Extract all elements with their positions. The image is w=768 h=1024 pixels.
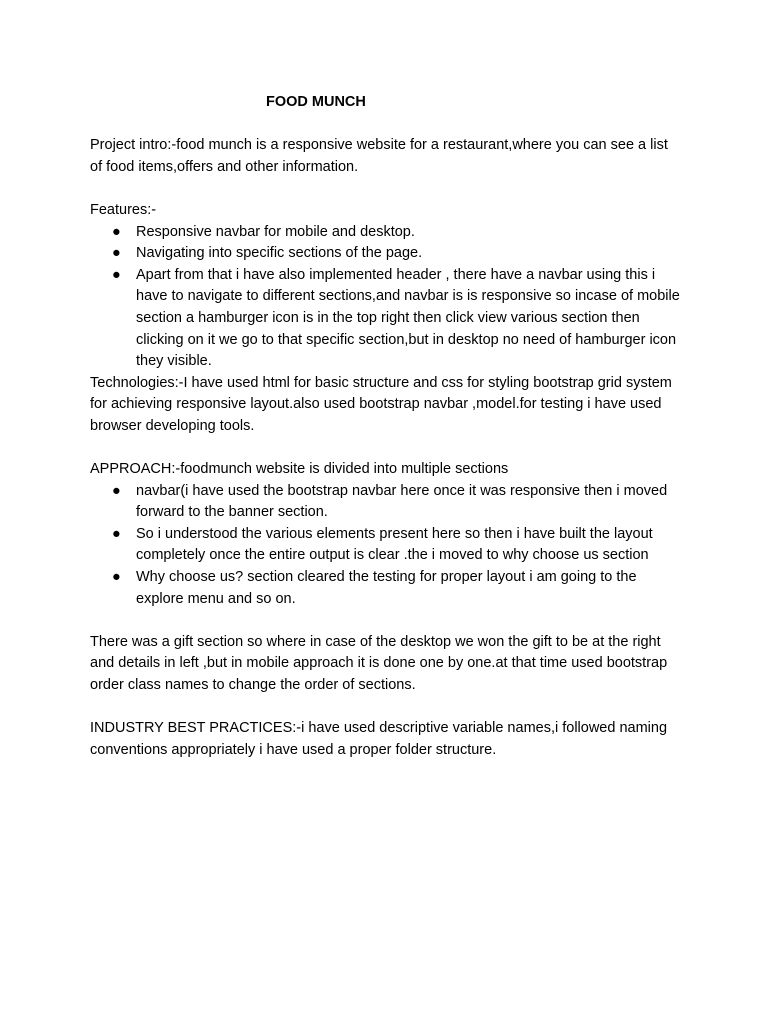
- bullet-icon: ●: [112, 223, 121, 240]
- approach-list: [90, 481, 682, 611]
- list-item: [90, 481, 682, 524]
- bullet-icon: ●: [112, 482, 121, 499]
- approach-text: navbar(i have used the bootstrap navbar here once it was responsive then i moved forward to the banner section.: [136, 482, 668, 521]
- bullet-icon: ●: [112, 266, 121, 283]
- features-list: [90, 222, 682, 373]
- list-item: [90, 243, 682, 265]
- technologies-paragraph: Technologies:-I have used html for basic structure and css for styling bootstrap grid system for achieving responsive layout.also used bootstrap navbar ,model.for testing i have used browser developing tools.: [90, 374, 672, 434]
- spacer: [90, 178, 682, 200]
- feature-text: Apart from that i have also implemented header , there have a navbar using this i have to navigate to different sections,and navbar is is responsive so incase of mobile section a hamburger icon is in the top right then click view various section then clicking on it we go to that specific section,but in desktop no need of hamburger icon they visible.: [136, 266, 680, 370]
- approach-heading: APPROACH:-foodmunch website is divided into multiple sections: [90, 461, 509, 478]
- approach-text: Why choose us? section cleared the testing for proper layout i am going to the explore menu and so on.: [136, 569, 637, 607]
- project-intro: Project intro:-food munch is a responsive website for a restaurant,where you can see a list of food items,offers and other information.: [90, 137, 668, 175]
- best-practices-paragraph: INDUSTRY BEST PRACTICES:-i have used descriptive variable names,i followed naming conventions appropriately i have used a proper folder structure.: [90, 720, 668, 758]
- feature-text: Responsive navbar for mobile and desktop.: [136, 223, 415, 240]
- spacer: [90, 438, 682, 460]
- document-title: FOOD MUNCH: [266, 94, 366, 110]
- feature-text: Navigating into specific sections of the page.: [136, 245, 423, 262]
- document-page: [90, 92, 682, 761]
- spacer: [90, 697, 682, 719]
- spacer: [90, 610, 682, 632]
- list-item: [90, 222, 682, 244]
- gift-section-paragraph: There was a gift section so where in case of the desktop we won the gift to be at the right and details in left ,but in mobile approach it is done one by one.at that time used bootstrap order class names to change the order of sections.: [90, 633, 668, 694]
- list-item: [90, 265, 682, 373]
- list-item: [90, 524, 682, 567]
- bullet-icon: ●: [112, 525, 121, 542]
- approach-text: So i understood the various elements present here so then i have built the layout completely once the entire output is clear .the i moved to why choose us section: [136, 525, 653, 564]
- features-heading: Features:-: [90, 201, 157, 218]
- list-item: [90, 567, 682, 610]
- bullet-icon: ●: [112, 569, 121, 586]
- bullet-icon: ●: [112, 245, 121, 262]
